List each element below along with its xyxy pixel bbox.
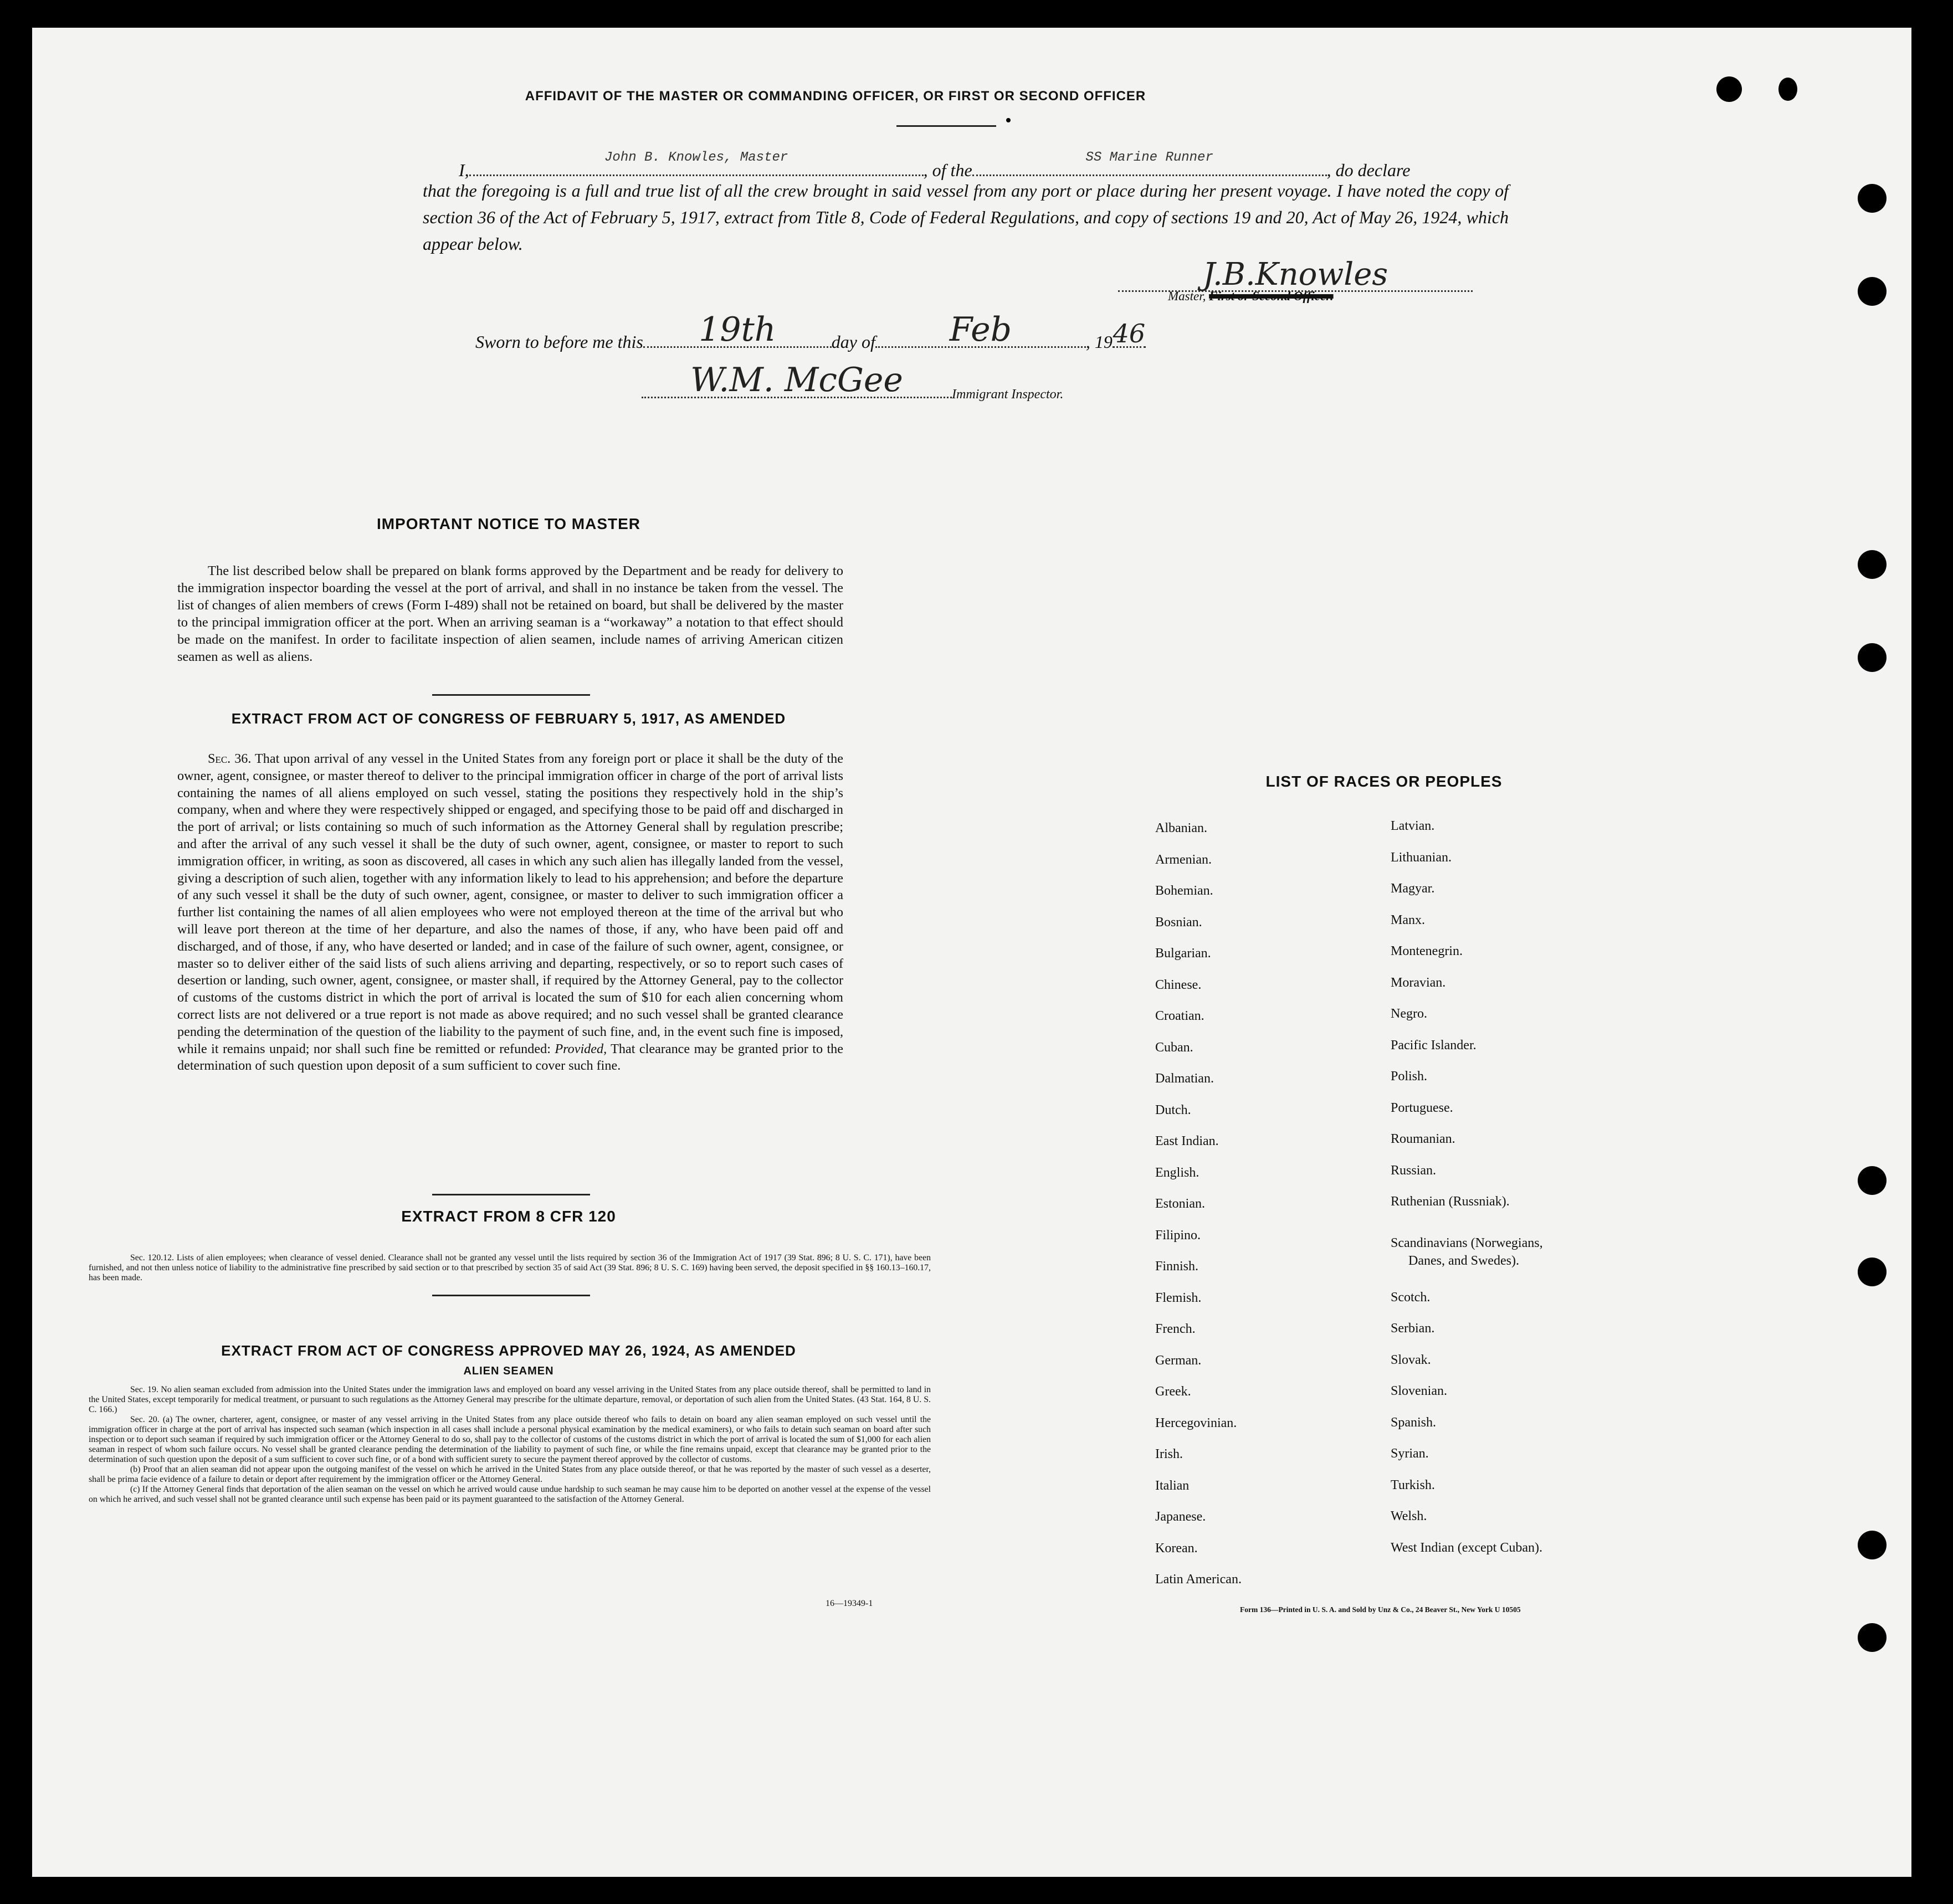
race-item: Portuguese.: [1391, 1100, 1453, 1115]
race-item: Dutch.: [1155, 1102, 1191, 1117]
race-item: Polish.: [1391, 1069, 1428, 1084]
sec-20a-text: Sec. 20. (a) The owner, charterer, agent, consignee, or master of any vessel arriving in the United States from any place outside thereof who fails to detain on board any alien seaman employed on such vessel until the immigration officer in charge at the port of arrival has inspected such seaman (which inspection in all cases shall include a personal physical examination by the medical examiners), or who fails to detain such seaman on board after such inspection or to deport such seaman if required by such immigration officer or the Attorney General to do so, shall pay to the collector of customs of the customs district in which the port of arrival is located the sum of $1,000 for each alien seaman in respect of whom such failure occurs. No vessel shall be granted clearance pending the determination of the liability to payment of such fine, or while the fine remains unpaid, except that clearance may be granted prior to the determination of such question upon the deposit of a sum sufficient to cover such fine, or of a bond with sufficient surety to secure the payment thereof approved by the collector of customs.: [89, 1415, 931, 1464]
year-value: 46: [1113, 319, 1146, 348]
provided-label: Provided,: [555, 1041, 607, 1056]
race-item: Pacific Islander.: [1391, 1038, 1477, 1053]
punch-hole: [1858, 1531, 1887, 1559]
race-item: Scotch.: [1391, 1290, 1431, 1305]
sec-36-text-end: That clearance may be granted prior to the determination of such question upon deposit of a sum sufficient to cover such fine.: [177, 1041, 843, 1074]
punch-hole: [1858, 277, 1887, 306]
race-item: Welsh.: [1391, 1509, 1427, 1523]
race-item: Flemish.: [1155, 1290, 1202, 1305]
printer-footer: Form 136—Printed in U. S. A. and Sold by Unz & Co., 24 Beaver St., New York U 10505: [1240, 1605, 1521, 1614]
race-item: Scandinavians (Norwegians,: [1391, 1235, 1543, 1250]
extract-1917-title: EXTRACT FROM ACT OF CONGRESS OF FEBRUARY 5, 1917, AS AMENDED: [231, 710, 786, 727]
day-field: [643, 310, 832, 349]
day-value: 19th: [699, 310, 776, 349]
race-item: Manx.: [1391, 912, 1425, 927]
race-item: Korean.: [1155, 1541, 1198, 1556]
race-item: Russian.: [1391, 1163, 1437, 1178]
race-item: Bosnian.: [1155, 915, 1202, 930]
race-item: Moravian.: [1391, 975, 1446, 990]
race-item: Finnish.: [1155, 1259, 1199, 1274]
declaration-text: that the foregoing is a full and true list of all the crew brought in said vessel from any port or place during her present voyage. I have noted the copy of section 36 of the Act of February 5, 1917, extract from Title 8, Code of Federal Regulations, and copy of sections 19 and 20, Act of May 26, 1924, which appear below.: [423, 181, 1509, 254]
sec-19-text: Sec. 19. No alien seaman excluded from admission into the United States under the immigration laws and employed on board any vessel arriving in the United States from any place outside thereof, shall be permitted to land in the United States, except temporarily for medical treatment, or pursuant to such regulations as the Attorney General may prescribe for the ultimate departure, removal, or deportation of such alien from the United States. (43 Stat. 164, 8 U. S. C. 166.): [89, 1385, 931, 1414]
race-item: Bohemian.: [1155, 884, 1213, 898]
race-item: Ruthenian (Russniak).: [1391, 1194, 1510, 1209]
extract-1924-title: EXTRACT FROM ACT OF CONGRESS APPROVED MAY 26, 1924, AS AMENDED: [221, 1342, 796, 1359]
race-item: Cuban.: [1155, 1040, 1193, 1055]
master-name-field: [469, 152, 924, 176]
master-title-row: [1168, 288, 1334, 305]
race-item: French.: [1155, 1322, 1196, 1336]
notice-text: The list described below shall be prepared on blank forms approved by the Department and be ready for delivery to the immigration inspector boarding the vessel at the port of arrival, and shall in no instance be taken from the vessel. The list of changes of alien members of crews (Form I-489) shall not be retained on board, but shall be delivered by the master to the principal immigration officer at the port. When an arriving seaman is a “workaway” a notation to that effect should be made on the manifest. In order to facilitate inspection of alien seamen, include names of arriving American citizen seamen as well as aliens.: [177, 563, 843, 664]
punch-hole: [1858, 1258, 1887, 1286]
sworn-label: Sworn to before me this: [475, 332, 643, 352]
vessel-name-value: SS Marine Runner: [1085, 150, 1213, 165]
race-item: Montenegrin.: [1391, 944, 1463, 958]
races-left-column: [1155, 821, 1366, 1604]
race-item: Croatian.: [1155, 1009, 1204, 1023]
punch-hole: [1858, 1623, 1887, 1652]
month-value: Feb: [949, 310, 1012, 349]
race-item: Serbian.: [1391, 1321, 1435, 1336]
races-right-column: [1391, 819, 1679, 1572]
sec-36-label: Sec. 36.: [208, 751, 252, 766]
race-item: Japanese.: [1155, 1510, 1206, 1524]
race-item: Magyar.: [1391, 881, 1435, 896]
extract-1917-text: [177, 751, 843, 1075]
punch-hole: [1858, 643, 1887, 672]
punch-hole: [1858, 184, 1887, 213]
extract-1917-rule: [432, 1194, 590, 1195]
race-item: East Indian.: [1155, 1134, 1219, 1148]
extract-1924-sections: [89, 1385, 931, 1505]
document-page: [32, 28, 1911, 1877]
race-item: Slovenian.: [1391, 1384, 1447, 1398]
extract-cfr-text: Sec. 120.12. Lists of alien employees; when clearance of vessel denied. Clearance shall not be granted any vessel until the lists required by section 36 of the Immigration Act of 1917 (39 Stat. 896; 8 U. S. C. 171), have been furnished, and not then unless notice of liability to the administrative fine prescribed by said section or to that prescribed by section 35 of said Act (39 Stat. 896; 8 U. S. C. 169) having been served, the deposit specified in §§ 160.13–160.17, has been made.: [89, 1253, 931, 1282]
affidavit-title: AFFIDAVIT OF THE MASTER OR COMMANDING OFFICER, OR FIRST OR SECOND OFFICER: [525, 89, 1146, 104]
race-item: English.: [1155, 1165, 1200, 1180]
sworn-line: [475, 310, 1146, 355]
races-title: LIST OF RACES OR PEOPLES: [1265, 773, 1503, 790]
race-item: Spanish.: [1391, 1415, 1437, 1430]
race-item: Syrian.: [1391, 1446, 1429, 1461]
race-item: Latin American.: [1155, 1572, 1242, 1587]
extract-1924-subtitle: ALIEN SEAMEN: [463, 1365, 554, 1377]
race-item: West Indian (except Cuban).: [1391, 1540, 1542, 1555]
race-item: Estonian.: [1155, 1197, 1205, 1211]
inspector-line: [642, 360, 1063, 408]
do-declare-label: , do declare: [1326, 160, 1411, 180]
race-item: Armenian.: [1155, 852, 1212, 867]
master-name-value: John B. Knowles, Master: [604, 150, 788, 165]
race-item: German.: [1155, 1353, 1202, 1368]
master-signature-block: [1118, 256, 1473, 305]
year-field: [1113, 313, 1146, 348]
race-item: Lithuanian.: [1391, 850, 1452, 865]
i-label: I,: [459, 160, 469, 180]
month-field: [875, 310, 1086, 349]
year-prefix-label: , 19: [1085, 332, 1113, 352]
binding-hole: [1716, 76, 1742, 102]
extract-cfr-rule: [432, 1295, 590, 1296]
inspector-signature: W.M. McGee: [690, 361, 903, 399]
race-item: Latvian.: [1391, 819, 1435, 833]
race-item: Negro.: [1391, 1007, 1427, 1021]
race-item: Greek.: [1155, 1384, 1191, 1399]
inspector-label: Immigrant Inspector.: [952, 387, 1064, 402]
race-item: Roumanian.: [1391, 1132, 1455, 1146]
race-item: Albanian.: [1155, 821, 1207, 835]
master-signature-line: [1118, 256, 1473, 292]
sec-20c-text: (c) If the Attorney General finds that deportation of the alien seaman on the vessel on which he arrived would cause undue hardship to such seaman he may cause him to be deported on another vessel at the expense of the vessel on which he arrived, and such vessel shall not be granted clearance until such expense has been paid or its payment guaranteed to the satisfaction of the Attorney General.: [89, 1485, 931, 1504]
master-label: Master,: [1168, 289, 1206, 303]
race-item: Italian: [1155, 1478, 1190, 1493]
race-item: Hercegovinian.: [1155, 1415, 1237, 1430]
struck-officer-label: First or Second Officer.: [1209, 289, 1334, 303]
race-item: Filipino.: [1155, 1228, 1201, 1243]
notice-rule: [432, 694, 590, 696]
of-the-label: , of the: [923, 160, 972, 180]
punch-hole: [1858, 550, 1887, 579]
affidavit-title-rule: [896, 125, 996, 127]
race-item: Danes, and Swedes).: [1408, 1253, 1519, 1268]
master-signature: J.B.Knowles: [1202, 256, 1388, 292]
race-item: Chinese.: [1155, 977, 1202, 992]
extract-cfr-title: EXTRACT FROM 8 CFR 120: [401, 1208, 616, 1225]
vessel-name-field: [972, 152, 1327, 176]
notice-title: IMPORTANT NOTICE TO MASTER: [376, 515, 641, 532]
ink-dot: [1006, 118, 1011, 122]
race-item: Dalmatian.: [1155, 1071, 1214, 1086]
sec-20b-text: (b) Proof that an alien seaman did not appear upon the outgoing manifest of the vessel on which he arrived in the United States from any place outside thereof, or that he was reported by the master of such vessel as a deserter, shall be prima facie evidence of a failure to detain or deport after requirement by the immigration officer or the Attorney General.: [89, 1465, 931, 1484]
race-item: Slovak.: [1391, 1352, 1431, 1367]
binding-hole: [1778, 78, 1797, 101]
inspector-signature-line: [642, 360, 952, 398]
form-code: 16—19349-1: [826, 1599, 873, 1608]
race-item: Bulgarian.: [1155, 946, 1211, 961]
race-item: Turkish.: [1391, 1477, 1435, 1492]
race-item: Irish.: [1155, 1447, 1183, 1461]
punch-hole: [1858, 1166, 1887, 1195]
sec-36-text: That upon arrival of any vessel in the United States from any foreign port or place it shall be the duty of the owner, agent, consignee, or master thereof to deliver to the principal immigration officer in charge of the port of arrival lists containing the names of all aliens employed on such vessel, stating the positions they respectively hold in the ship’s company, when and where they were respectively shipped or engaged, and specifying those to be paid off and discharged in the port of arrival; or lists containing so much of such information as the Attorney General shall by regulation prescribe; and after the arrival of any such vessel it shall be the duty of such owner, agent, consignee, or master to report to such immigration officer, in writing, as soon as discovered, all cases in which any such alien has illegally landed from the vessel, giving a description of such alien, together with any information likely to lead to his apprehension; and before the departure of any such vessel it shall be the duty of such owner, agent, consignee, or master to deliver to such immigration officer a further list containing the names of all alien employees who were not employed thereon at the time of the arrival but who will leave port thereon at the time of her departure, and also the names of those, if any, who have been paid off and discharged, and of those, if any, who have deserted or landed; and in case of the failure of such owner, agent, consignee, or master so to deliver either of the said lists of such aliens arriving and departing, respectively, or so to report such cases of desertion or landing, such owner, agent, consignee, or master shall, if required by the Attorney General, pay to the collector of customs of the customs district in which the port of arrival is located the sum of $10 for each alien concerning whom correct lists are not delivered or a true report is not made as above required; and no such vessel shall be granted clearance pending the determination of the question of the liability to the payment of such fine, and, in the event such fine is imposed, while it remains unpaid; nor shall such fine be remitted or refunded:: [177, 751, 843, 1056]
day-of-label: day of: [831, 332, 875, 352]
